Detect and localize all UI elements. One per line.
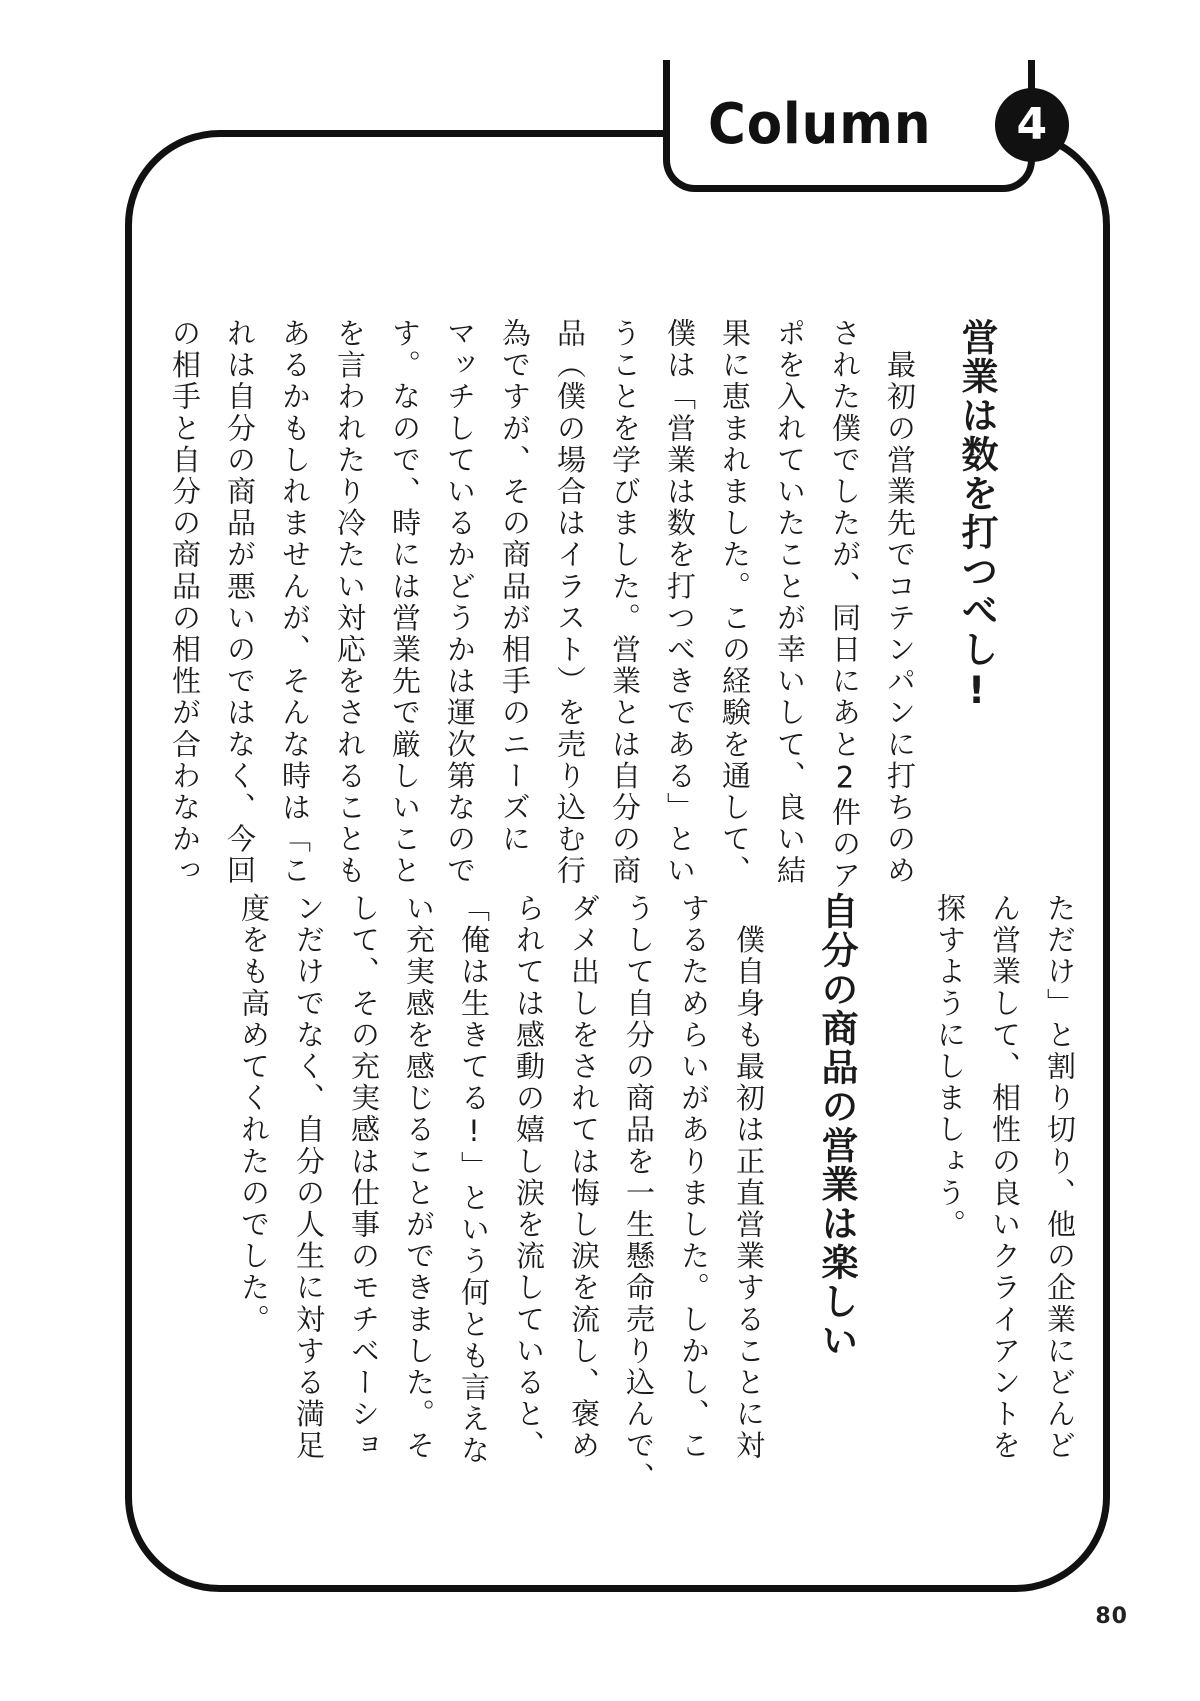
text-line: して、その充実感は仕事のモチベーショ bbox=[347, 893, 381, 1462]
text-line: あるかもしれませんが、そんな時は「こ bbox=[278, 318, 312, 887]
text-line: 度をも高めてくれたのでした。 bbox=[237, 893, 271, 1336]
text-line: す。なので、時には営業先で厳しいこと bbox=[388, 318, 422, 887]
text-line: ンだけでなく、自分の人生に対する満足 bbox=[292, 893, 326, 1462]
text-line: うして自分の商品を一生懸命売り込んで、 bbox=[622, 893, 656, 1494]
section1-heading: 営業は数を打つべし! bbox=[955, 318, 998, 714]
text-line: ん営業して、相性の良いクライアントを bbox=[988, 893, 1022, 1462]
column-label: Column bbox=[708, 92, 932, 157]
text-line: ただけ」と割り切り、他の企業にどんど bbox=[1043, 893, 1077, 1462]
text-line: 果に恵まれました。この経験を通して、 bbox=[718, 318, 752, 887]
column-number-badge: 4 bbox=[995, 88, 1069, 162]
text-line: を言われたり冷たい対応をされることも bbox=[333, 318, 367, 887]
text-line: うことを学びました。営業とは自分の商 bbox=[608, 318, 642, 887]
text-line: 僕は「営業は数を打つべきである」とい bbox=[663, 318, 697, 887]
text-line: れは自分の商品が悪いのではなく、今回 bbox=[223, 318, 257, 887]
text-line: 品（僕の場合はイラスト）を売り込む行 bbox=[553, 318, 587, 887]
section2-body bbox=[237, 893, 776, 1494]
text-line: 僕自身も最初は正直営業することに対 bbox=[732, 893, 766, 1462]
text-line: 探すようにしましょう。 bbox=[933, 893, 967, 1241]
text-line: 為ですが、その商品が相手のニーズに bbox=[498, 318, 532, 856]
text-line: 「俺は生きてる!」という何とも言えな bbox=[457, 893, 491, 1467]
text-line: するためらいがありました。しかし、こ bbox=[677, 893, 711, 1462]
text-line: られては感動の嬉し涙を流していると、 bbox=[512, 893, 546, 1462]
text-line: い充実感を感じることができました。そ bbox=[402, 893, 436, 1462]
section1-body bbox=[168, 318, 927, 892]
text-line: マッチしているかどうかは運次第なので bbox=[443, 318, 477, 887]
text-line: の相手と自分の商品の相性が合わなかっ bbox=[168, 318, 202, 887]
section2-heading: 自分の商品の営業は楽しい bbox=[815, 892, 858, 1360]
section1-body-continued bbox=[917, 893, 1087, 1462]
text-line: ダメ出しをされては悔し涙を流し、褒め bbox=[567, 893, 601, 1462]
text-line: 最初の営業先でコテンパンに打ちのめ bbox=[883, 318, 917, 887]
text-line: ポを入れていたことが幸いして、良い結 bbox=[773, 318, 807, 887]
column-title bbox=[708, 92, 1069, 158]
page-number: 80 bbox=[1095, 1604, 1128, 1629]
text-line: された僕でしたが、同日にあと2件のア bbox=[828, 318, 862, 892]
